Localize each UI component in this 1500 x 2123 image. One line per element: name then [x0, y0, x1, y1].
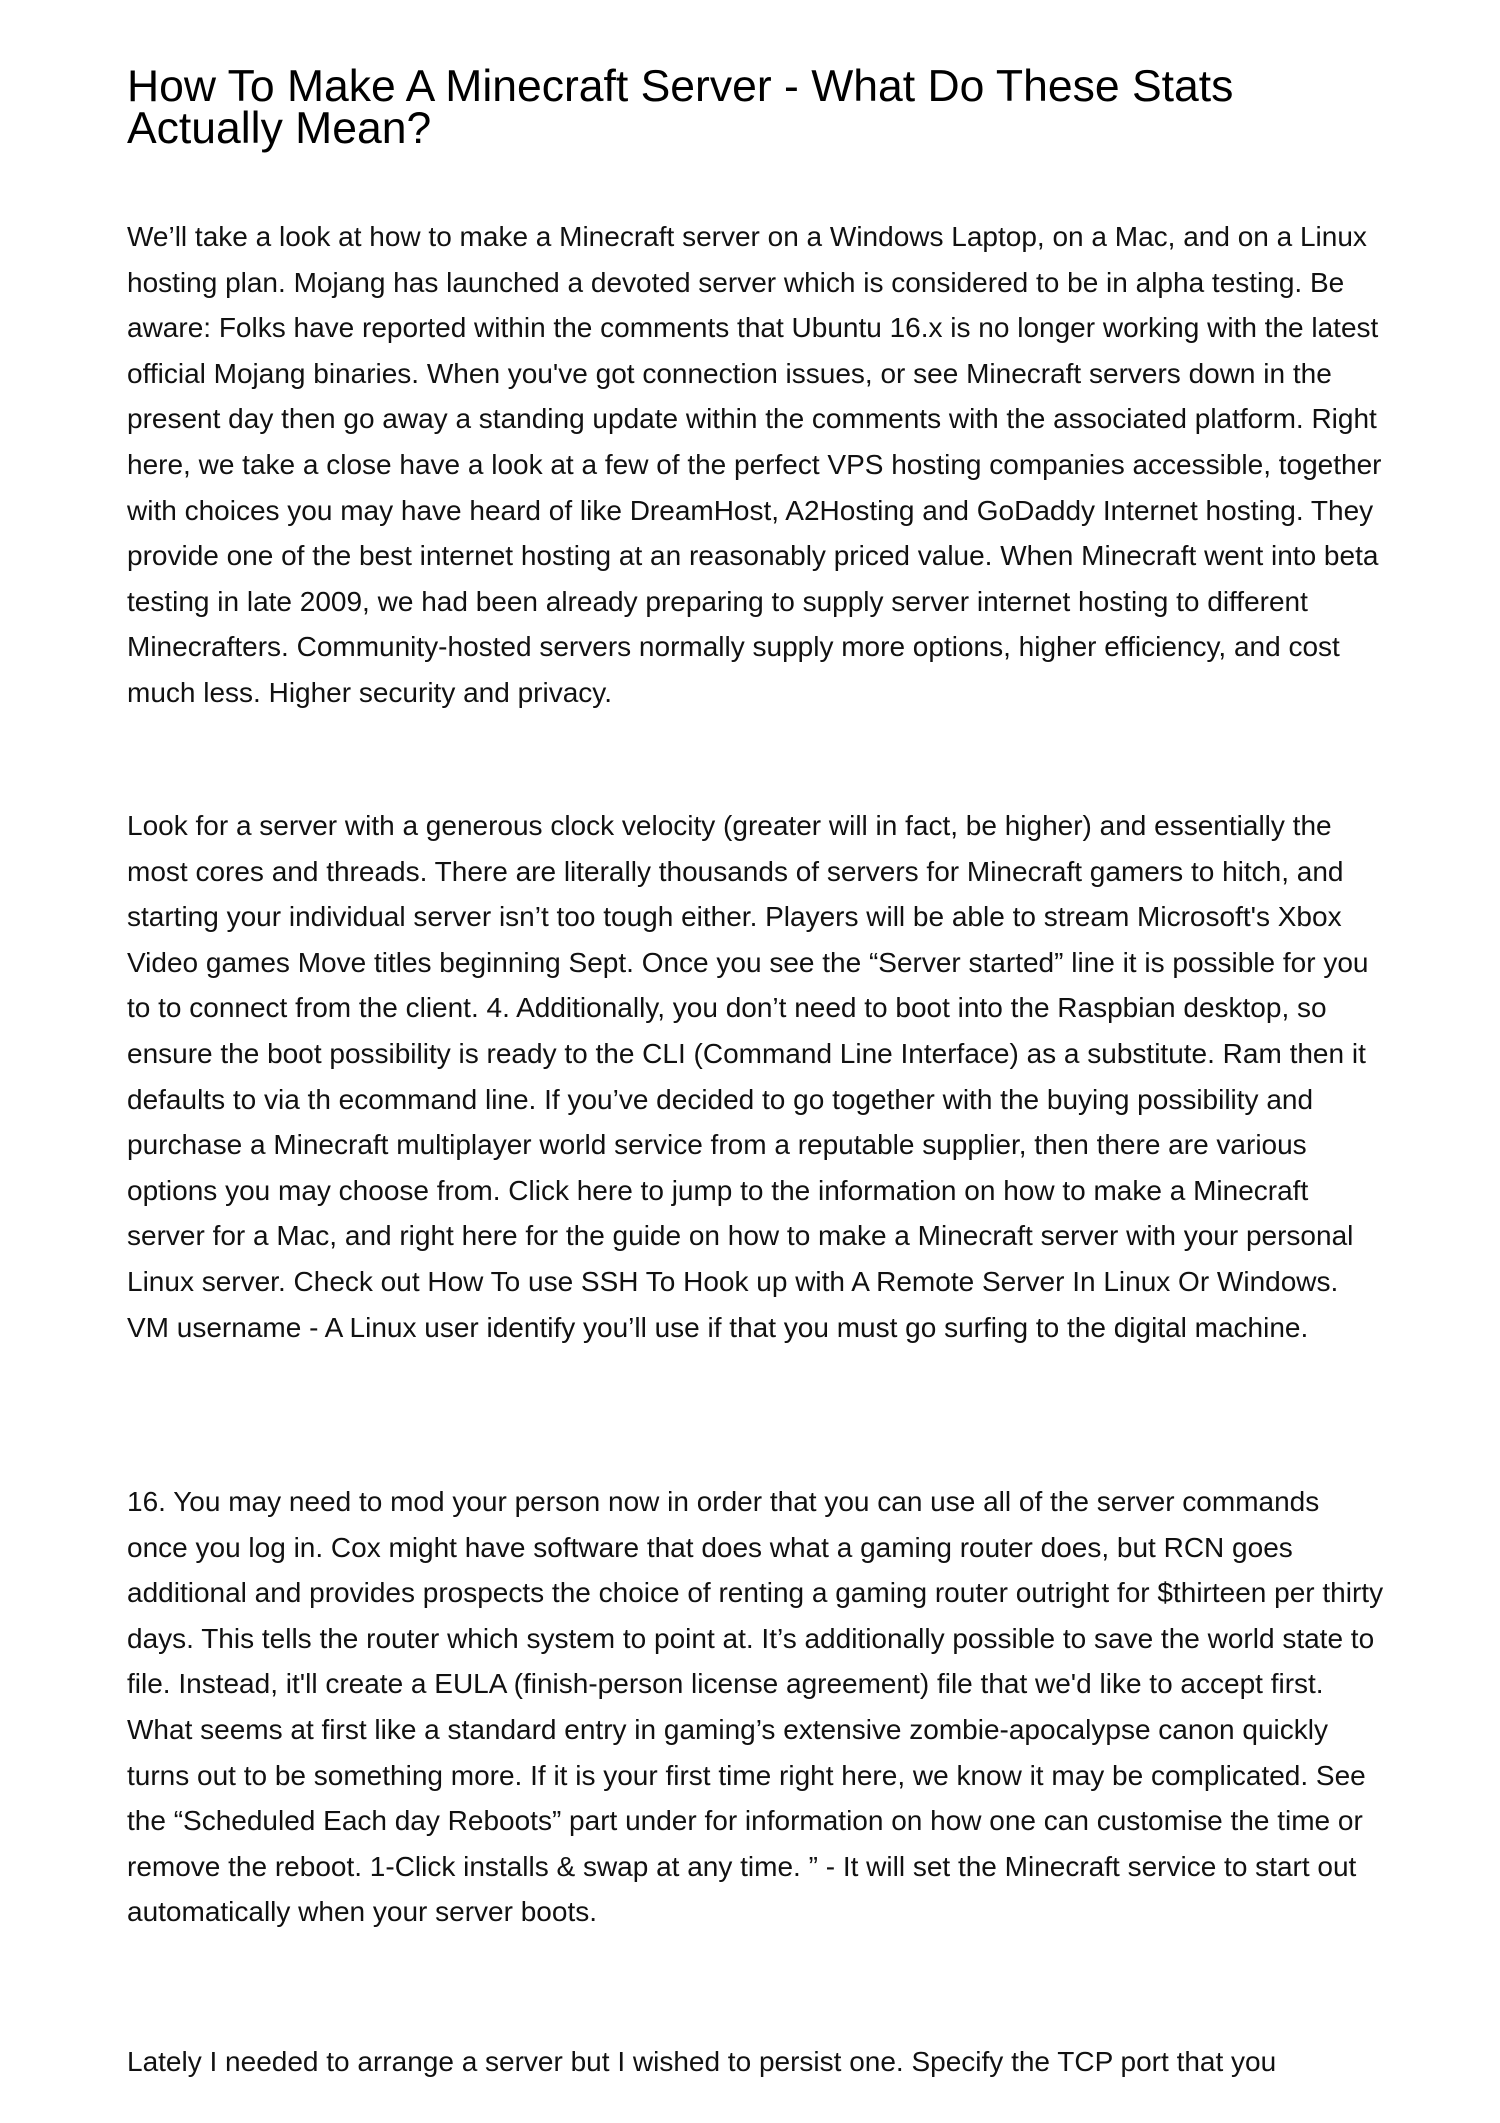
paragraph-2: Look for a server with a generous clock velocity (greater will in fact, be higher) and essentially the most cores and threads. There are literally thousands of servers for Minecraft gamers to hitch, and starting your individual server isn’t too tough either. Players will be able to stream Microsoft's Xbox Video games Move titles beginning Sept. Once you see the “Server started” line it is possible for you to to connect from the client. 4. Additionally, you don’t need to boot into the Raspbian desktop, so ensure the boot possibility is ready to the CLI (Command Line Interface) as a substitute. Ram then it defaults to via th ecommand line. If you’ve decided to go together with the buying possibility and purchase a Minecraft multiplayer world service from a reputable supplier, then there are various options you may choose from. Click here to jump to the information on how to make a Minecraft server for a Mac, and right here for the guide on how to make a Minecraft server with your personal Linux server. Check out How To use SSH To Hook up with A Remote Server In Linux Or Windows. VM username - A Linux user identify you’ll use if that you must go surfing to the digital machine. — [127, 810, 1369, 1343]
paragraph-4: Lately I needed to arrange a server but I wished to persist one. Specify the TCP port that you — [127, 2046, 1277, 2077]
page-title: How To Make A Minecraft Server - What Do These Stats Actually Mean? — [127, 62, 1234, 153]
paragraph-1: We’ll take a look at how to make a Minecraft server on a Windows Laptop, on a Mac, and on a Linux hosting plan. Mojang has launched a devoted server which is considered to be in alpha testing. Be aware: Folks have reported within the comments that Ubuntu 16.x is no longer working with the latest official Mojang binaries. When you've got connection issues, or see Minecraft servers down in the present day then go away a standing update within the comments with the associated platform. Right here, we take a close have a look at a few of the perfect VPS hosting companies accessible, together with choices you may have heard of like DreamHost, A2Hosting and GoDaddy Internet hosting. They provide one of the best internet hosting at an reasonably priced value. When Minecraft went into beta testing in late 2009, we had been already preparing to supply server internet hosting to different Minecrafters. Community-hosted servers normally supply more options, higher efficiency, and cost much less. Higher security and privacy. — [127, 221, 1382, 708]
paragraph-3: 16. You may need to mod your person now in order that you can use all of the server commands once you log in. Cox might have software that does what a gaming router does, but RCN goes additional and provides prospects the choice of renting a gaming router outright for $thirteen per thirty days. This tells the router which system to point at. It’s additionally possible to save the world state to file. Instead, it'll create a EULA (finish-person license agreement) file that we'd like to accept first. What seems at first like a standard entry in gaming’s extensive zombie-apocalypse canon quickly turns out to be something more. If it is your first time right here, we know it may be complicated. See the “Scheduled Each day Reboots” part under for information on how one can customise the time or remove the reboot. 1-Click installs & swap at any time. ” - It will set the Minecraft service to start out automatically when your server boots. — [127, 1486, 1384, 1928]
